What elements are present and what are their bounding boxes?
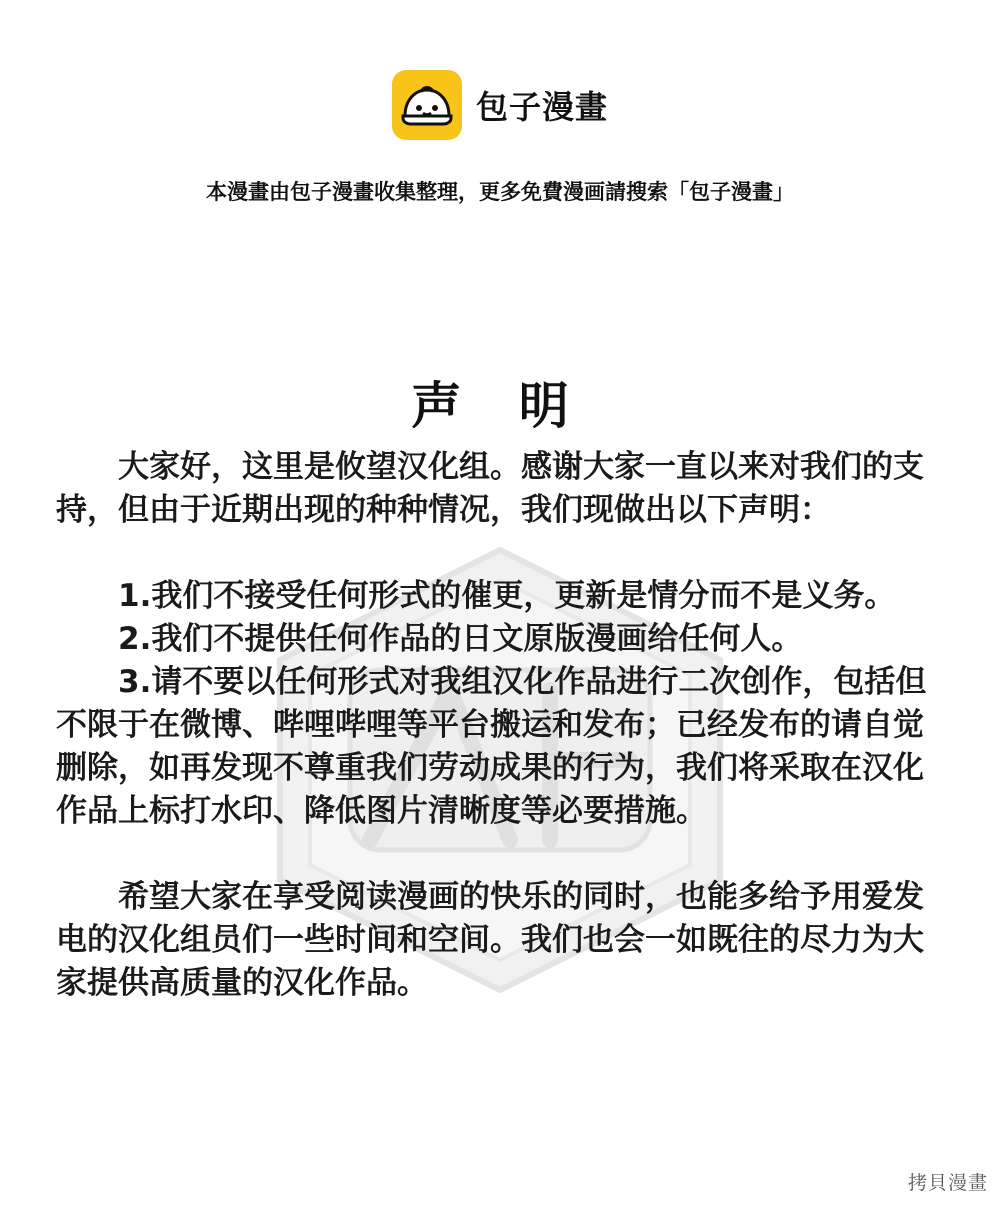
brand-header: [0, 70, 1000, 140]
statement-intro: 大家好，这里是攸望汉化组。感谢大家一直以来对我们的支持，但由于近期出现的种种情况，我们现做出以下声明：: [56, 449, 924, 528]
statement-item: 2.我们不提供任何作品的日文原版漫画给任何人。: [118, 621, 803, 657]
statement-item: 3.请不要以任何形式对我组汉化作品进行二次创作，包括但不限于在微博、哔哩哔哩等平台搬运和发布；已经发布的请自觉删除，如再发现不尊重我们劳动成果的行为，我们将采取在汉化作品上标打水印、降低图片清晰度等必要措施。: [56, 664, 927, 829]
steamed-bun-icon: [392, 70, 462, 140]
statement-body: [56, 446, 936, 1005]
brand-name: 包子漫畫: [475, 88, 608, 126]
statement-closing: 希望大家在享受阅读漫画的快乐的同时，也能多给予用爱发电的汉化组员们一些时间和空间。我们也会一如既往的尽力为大家提供高质量的汉化作品。: [56, 879, 924, 1001]
statement-item: 1.我们不接受任何形式的催更，更新是情分而不是义务。: [118, 578, 896, 614]
collection-notice: 本漫畫由包子漫畫收集整理，更多免費漫画請搜索「包子漫畫」: [206, 180, 794, 204]
statement-title: 声 明: [411, 377, 589, 435]
source-watermark: 拷貝漫畫: [907, 1172, 988, 1194]
